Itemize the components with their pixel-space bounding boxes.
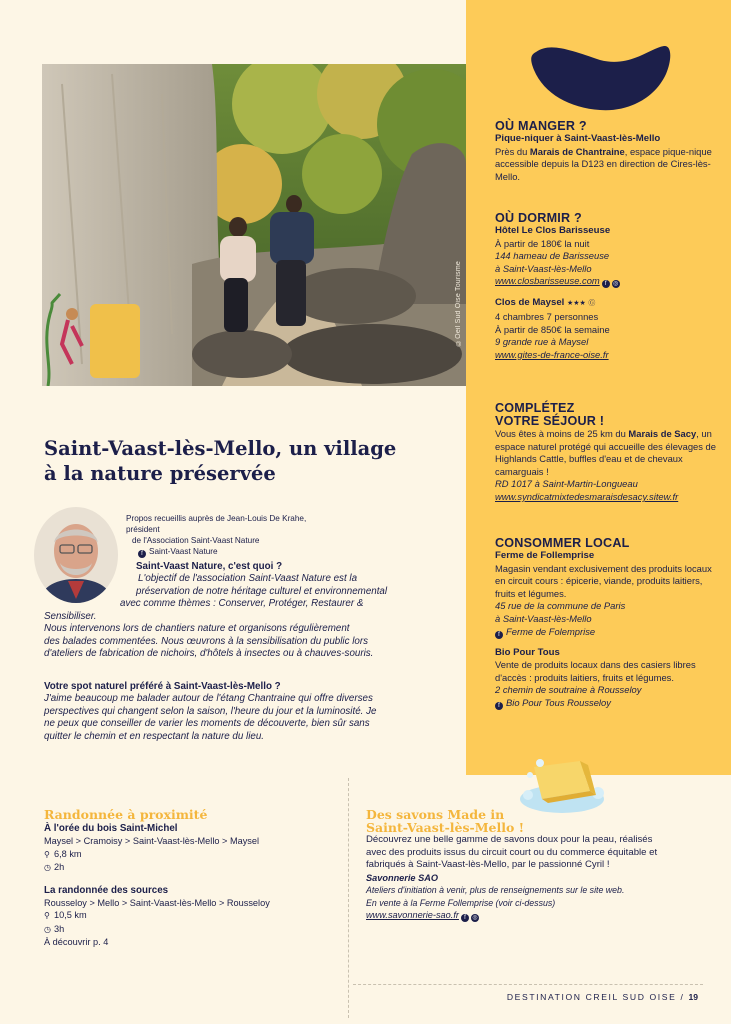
section-randonnee [44, 808, 344, 949]
question-2: Votre spot naturel préféré à Saint-Vaast-lès-Mello ? [44, 681, 281, 692]
section-completez [495, 402, 717, 504]
answer-1-line-4: Sensibiliser. [44, 611, 97, 622]
ou-manger-heading: OÙ MANGER ? [495, 119, 587, 133]
ou-manger-text: Près du Marais de Chantraine, espace pique-nique accessible depuis la D123 en direction de Cires-lès-Mello. [495, 145, 712, 182]
answer-2-line-4: quitter le chemin et en respectant la nature du lieu. [44, 730, 265, 742]
walk-2-duration: 3h [54, 923, 65, 934]
answer-2-line-1: J'aime beaucoup me balader autour de l'étang Chantraine qui offre diverses [44, 693, 373, 705]
completez-text: Vous êtes à moins de 25 km du Marais de Sacy, un espace naturel protégé qui accueille des élevages de Highlands Cattle, buffles d'eau et de chevaux camarguais ! [495, 428, 716, 477]
answer-2-line-3: ne peux que conseiller de varier les moments de découverte, bien sûr sans [44, 718, 370, 730]
gite-address: 9 grande rue à Maysel [495, 336, 589, 348]
hotel-price: À partir de 180€ la nuit [495, 237, 590, 249]
section-ou-dormir [495, 212, 717, 361]
interviewee-portrait [34, 507, 118, 603]
hotel-address-1: 144 hameau de Barisseuse [495, 250, 610, 262]
consommer-local-heading: CONSOMMER LOCAL [495, 536, 630, 550]
hotel-address-2: à Saint-Vaast-lès-Mello [495, 262, 592, 274]
navy-blob-decoration [530, 40, 672, 112]
walk-2-see-more[interactable]: À découvrir p. 4 [44, 937, 109, 948]
savons-brand: Savonnerie SAO [366, 872, 438, 883]
credits-facebook-link[interactable]: Saint-Vaast Nature [149, 547, 218, 556]
savons-info-1: Ateliers d'initiation à venir, plus de renseignements sur le site web. [366, 885, 625, 896]
walk-1-name: À l'orée du bois Saint-Michel [44, 823, 178, 834]
savons-website-link[interactable]: www.savonnerie-sao.fr [366, 910, 459, 920]
interview-answer-2 [44, 681, 444, 743]
bio-address: 2 chemin de soutraine à Rousseloy [495, 684, 642, 696]
footer-label: DESTINATION CREIL SUD OISE [506, 992, 677, 1002]
walk-1-duration: 2h [54, 862, 65, 873]
credits-line-1: Propos recueillis auprès de Jean-Louis De Krahe, président [126, 514, 307, 534]
clock-icon: ◷ [44, 924, 51, 934]
footer-separator: / [680, 992, 685, 1002]
answer-1-line-2: préservation de notre héritage culturel et environnemental [136, 585, 388, 597]
completez-heading-1: COMPLÉTEZ [495, 401, 575, 415]
hotel-name: Hôtel Le Clos Barisseuse [495, 225, 611, 236]
answer-1-line-5: Nous intervenons lors de chantiers nature et organisons régulièrement [44, 623, 350, 635]
completez-heading-2: VOTRE SÉJOUR ! [495, 414, 605, 428]
clock-icon: ◷ [44, 863, 51, 873]
article-title-line-2: à la nature préservée [44, 462, 276, 485]
walk-2-route: Rousseloy > Mello > Saint-Vaast-lès-Mello > Rousseloy [44, 898, 270, 909]
gite-stars: ★★★ [566, 300, 586, 308]
question-1: Saint-Vaast Nature, c'est quoi ? [136, 561, 283, 572]
savons-heading-2: Saint-Vaast-lès-Mello ! [366, 820, 525, 835]
credits-line-2: de l'Association Saint-Vaast Nature [132, 536, 260, 545]
hotel-website-link[interactable]: www.closbarisseuse.com [495, 275, 600, 287]
savons-text: Découvrez une belle gamme de savons doux pour la peau, réalisés avec des produits issus du circuit court ou du commerce équitable et fabriqués à Saint-Vaast-lès-Mello, par le passionné Cyril ! [366, 834, 658, 871]
page-footer [507, 992, 698, 1002]
gite-price: À partir de 850€ la semaine [495, 323, 610, 335]
interview-answer-1-bottom [44, 611, 444, 661]
answer-1-line-3: avec comme thèmes : Conserver, Protéger, Restaurer & [120, 598, 364, 610]
footer-rule [353, 984, 703, 985]
interview-credits [126, 513, 316, 558]
randonnee-heading: Randonnée à proximité [44, 807, 208, 822]
distance-icon: ⚲ [44, 849, 50, 859]
section-ou-manger [495, 120, 717, 183]
facebook-icon[interactable]: f [602, 280, 610, 288]
section-consommer-local [495, 537, 717, 710]
gite-rooms: 4 chambres 7 personnes [495, 310, 599, 322]
bio-facebook-link[interactable]: Bio Pour Tous Rousseloy [506, 696, 611, 708]
facebook-icon[interactable]: f [495, 631, 503, 639]
walk-1-distance: 6,8 km [54, 848, 82, 859]
savons-info-2: En vente à la Ferme Follemprise (voir ci-dessus) [366, 897, 556, 908]
walk-2-name: La randonnée des sources [44, 884, 169, 896]
hero-photo [42, 64, 466, 386]
answer-2-line-2: perspectives qui changent selon la saison, l'heure du jour et la luminosité. Je [44, 705, 377, 717]
ou-manger-subheading: Pique-niquer à Saint-Vaast-lès-Mello [495, 133, 661, 144]
bio-name: Bio Pour Tous [495, 646, 560, 658]
facebook-icon[interactable]: f [461, 914, 469, 922]
article-title-line-1: Saint-Vaast-lès-Mello, un village [44, 437, 397, 460]
article-title [44, 436, 444, 486]
instagram-icon[interactable]: ◎ [613, 281, 619, 288]
facebook-icon[interactable]: f [495, 702, 503, 710]
marais-address: RD 1017 à Saint-Martin-Longueau [495, 478, 638, 490]
page-number: 19 [688, 992, 698, 1002]
instagram-icon[interactable]: ◎ [472, 915, 478, 921]
answer-1-line-1: L'objectif de l'association Saint-Vaast Nature est la [138, 573, 358, 585]
ferme-facebook-link[interactable]: Ferme de Folemprise [506, 625, 596, 637]
gite-name: Clos de Maysel [495, 297, 565, 309]
photo-credit: ©Oeil Sud Oise Tourisme [455, 260, 462, 346]
facebook-icon[interactable]: f [138, 550, 146, 558]
answer-1-line-7: d'ateliers de fabrication de nichoirs, d'hôtels à insectes ou à chauves-souris. [44, 648, 374, 660]
marais-website-link[interactable]: www.syndicatmixtedesmaraisdesacy.sitew.fr [495, 490, 679, 502]
column-divider [348, 778, 349, 1018]
walk-1-route: Maysel > Cramoisy > Saint-Vaast-lès-Mello > Maysel [44, 836, 260, 847]
bio-text: Vente de produits locaux dans des casiers libres d'accès : produits laitiers, fruits et légumes. [495, 659, 696, 683]
savons-heading-1: Des savons Made in [366, 807, 505, 822]
interview-answer-1-top [120, 561, 426, 611]
ferme-text: Magasin vendant exclusivement des produits locaux en circuit cours : épicerie, viande, produits laitiers, fruits et légumes. [495, 562, 712, 599]
ferme-name: Ferme de Follemprise [495, 550, 595, 561]
walk-2-distance: 10,5 km [54, 910, 87, 921]
answer-1-line-6: des balades commentées. Nous œuvrons à la sensibilisation du public lors [44, 635, 369, 647]
ou-dormir-heading: OÙ DORMIR ? [495, 211, 582, 225]
ferme-address-2: à Saint-Vaast-lès-Mello [495, 612, 592, 624]
gite-label-icon: Ⓖ [588, 300, 596, 308]
distance-icon: ⚲ [44, 911, 50, 921]
gite-website-link[interactable]: www.gites-de-france-oise.fr [495, 348, 609, 360]
section-savons [366, 808, 666, 922]
ferme-address-1: 45 rue de la commune de Paris [495, 600, 626, 612]
